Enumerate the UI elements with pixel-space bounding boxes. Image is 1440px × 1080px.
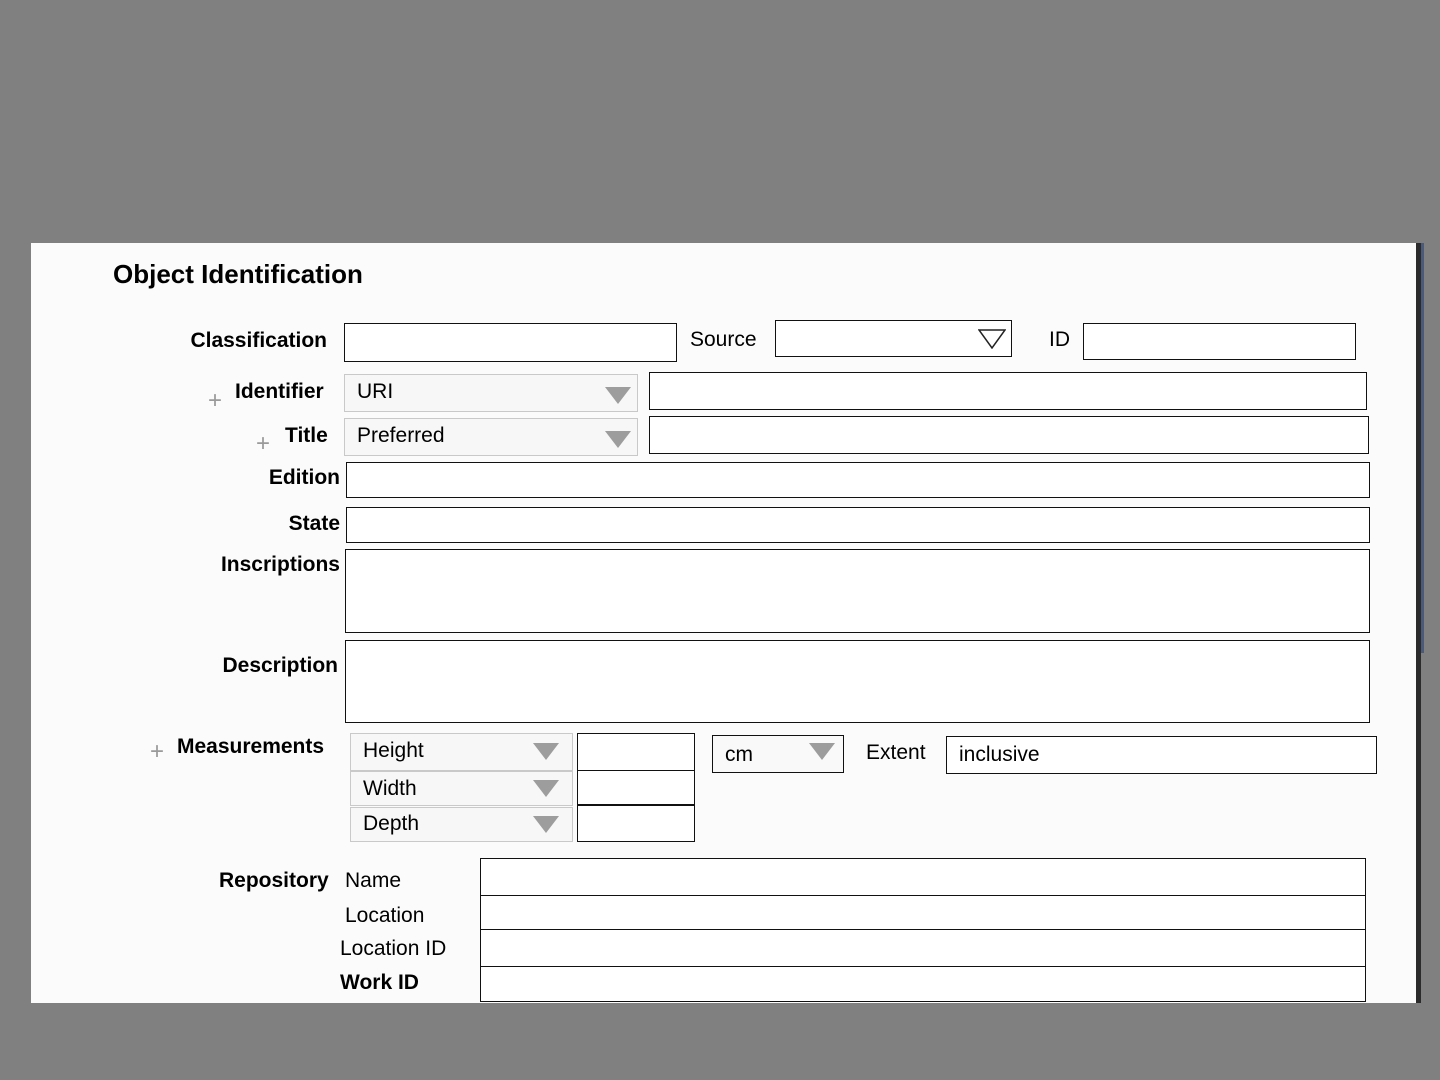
- extent-label: Extent: [866, 741, 926, 764]
- repository-location-input[interactable]: [480, 895, 1366, 930]
- dropdown-arrow-icon: [605, 431, 631, 448]
- dropdown-arrow-icon: [605, 387, 631, 404]
- measurement-dimension-select[interactable]: Depth: [350, 807, 573, 842]
- classification-input[interactable]: [344, 323, 677, 362]
- state-label: State: [288, 512, 340, 535]
- repository-location-label: Location: [345, 904, 425, 927]
- measurement-value-input[interactable]: [577, 770, 695, 805]
- work-id-label: Work ID: [340, 971, 419, 994]
- identifier-type-select[interactable]: URI: [344, 374, 638, 412]
- unit-select[interactable]: cm: [712, 735, 844, 773]
- repository-label: Repository: [219, 869, 329, 892]
- dropdown-arrow-icon: [809, 743, 835, 760]
- classification-label: Classification: [190, 329, 327, 352]
- work-id-input[interactable]: [480, 966, 1366, 1002]
- identifier-label: Identifier: [235, 380, 324, 403]
- dropdown-arrow-icon: [533, 780, 559, 797]
- edition-label: Edition: [268, 466, 340, 489]
- measurements-label: Measurements: [177, 735, 325, 758]
- object-identification-panel: [31, 243, 1416, 1003]
- measurement-value-input[interactable]: [577, 805, 695, 842]
- title-type-select[interactable]: Preferred: [344, 418, 638, 456]
- state-input[interactable]: [346, 507, 1370, 543]
- section-title: Object Identification: [113, 259, 363, 289]
- id-label: ID: [1049, 328, 1070, 351]
- repository-location-id-label: Location ID: [340, 937, 447, 960]
- source-select[interactable]: [775, 320, 1012, 357]
- title-label: Title: [285, 424, 328, 447]
- description-textarea[interactable]: [345, 640, 1370, 723]
- inscriptions-textarea[interactable]: [345, 549, 1370, 633]
- extent-input[interactable]: inclusive: [946, 736, 1377, 774]
- add-title-icon[interactable]: +: [256, 430, 271, 457]
- scrollbar[interactable]: [1421, 243, 1424, 653]
- measurement-dimension-select[interactable]: Width: [350, 771, 573, 806]
- measurement-value-input[interactable]: [577, 733, 695, 771]
- repository-name-label: Name: [345, 869, 402, 892]
- add-measurement-icon[interactable]: +: [150, 738, 165, 765]
- add-identifier-icon[interactable]: +: [208, 387, 223, 414]
- source-label: Source: [690, 328, 757, 351]
- inscriptions-label: Inscriptions: [220, 553, 340, 576]
- measurement-dimension-select[interactable]: Height: [350, 733, 573, 771]
- dropdown-arrow-icon: [533, 816, 559, 833]
- repository-name-input[interactable]: [480, 858, 1366, 896]
- repository-location-id-input[interactable]: [480, 929, 1366, 967]
- description-label: Description: [222, 654, 338, 677]
- id-input[interactable]: [1083, 323, 1356, 360]
- dropdown-arrow-icon: [533, 743, 559, 760]
- edition-input[interactable]: [346, 462, 1370, 498]
- identifier-value-input[interactable]: [649, 372, 1367, 410]
- title-value-input[interactable]: [649, 416, 1369, 454]
- chevron-down-icon: [978, 329, 1006, 349]
